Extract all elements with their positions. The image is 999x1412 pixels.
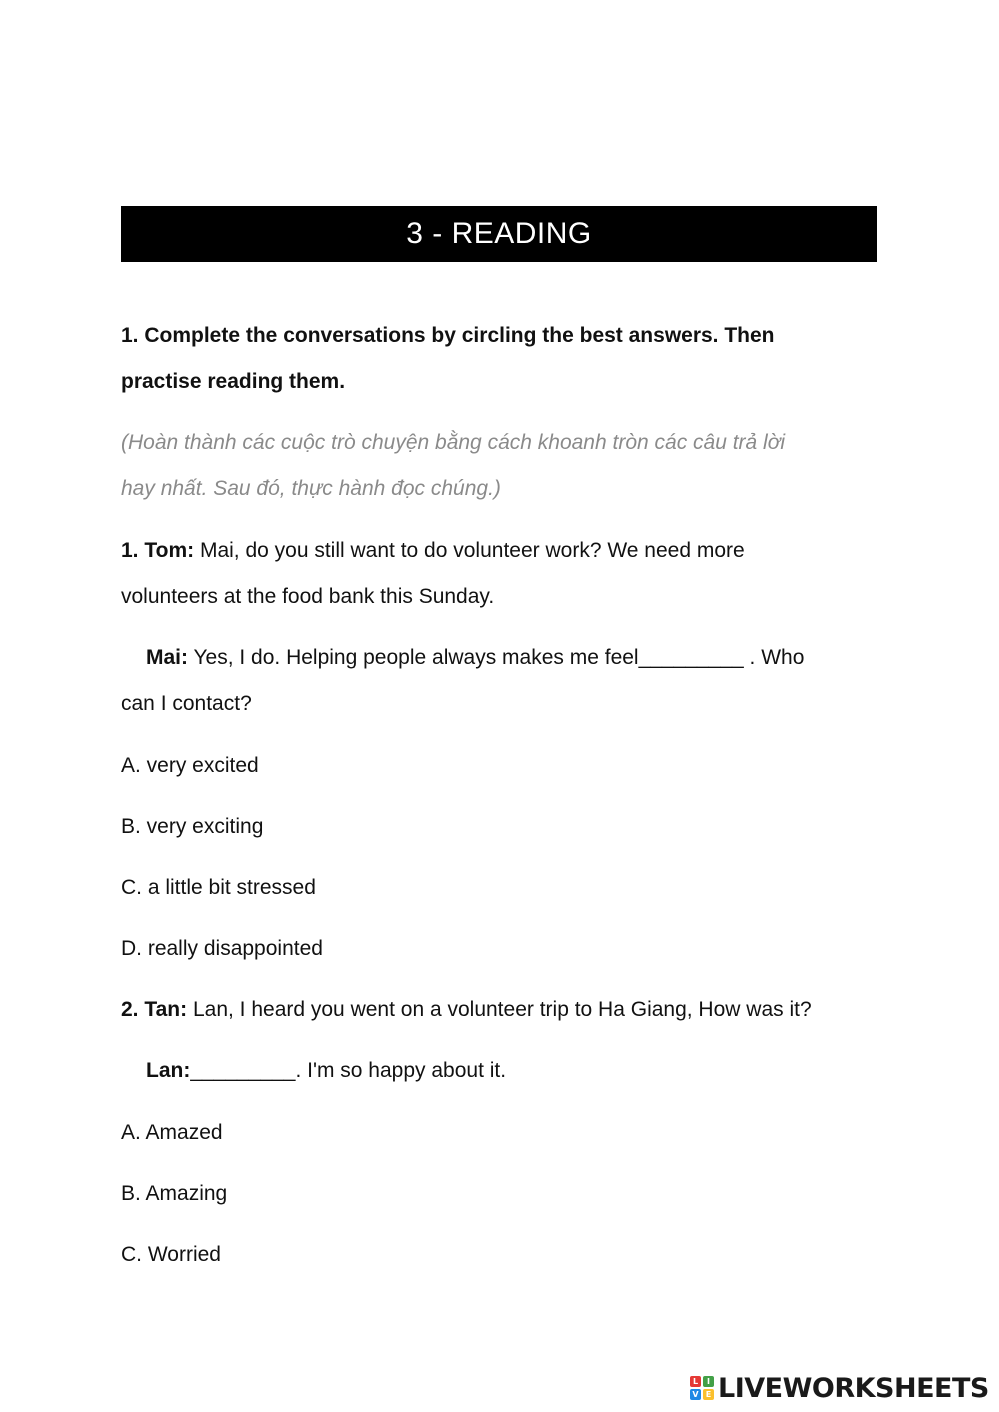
q1-tom-line-1 bbox=[121, 537, 745, 565]
q2-option-b[interactable]: B. Amazing bbox=[121, 1182, 228, 1205]
q2-lan-text: _________. I'm so happy about it. bbox=[190, 1059, 507, 1082]
q1-option-a[interactable]: A. very excited bbox=[121, 754, 259, 777]
translation-line-1: (Hoàn thành các cuộc trò chuyện bằng cách khoanh tròn các câu trả lời bbox=[121, 431, 786, 454]
q2-tan-text: Lan, I heard you went on a volunteer trip to Ha Giang, How was it? bbox=[187, 998, 812, 1021]
logo-mark-cell-4: E bbox=[703, 1389, 714, 1400]
section-header bbox=[121, 206, 877, 262]
liveworksheets-logo-icon bbox=[690, 1376, 714, 1400]
speaker-tom: 1. Tom: bbox=[121, 539, 195, 562]
q2-lan-line-1 bbox=[146, 1057, 506, 1085]
speaker-lan: Lan: bbox=[146, 1059, 191, 1082]
section-title: 3 - READING bbox=[406, 217, 592, 250]
liveworksheets-logo bbox=[690, 1372, 989, 1404]
logo-mark-cell-1: L bbox=[690, 1376, 701, 1387]
logo-mark-cell-3: V bbox=[690, 1389, 701, 1400]
q2-tan-line-1 bbox=[121, 996, 812, 1024]
speaker-tan: 2. Tan: bbox=[121, 998, 188, 1021]
q1-option-d[interactable]: D. really disappointed bbox=[121, 937, 323, 960]
q1-tom-line-2: volunteers at the food bank this Sunday. bbox=[121, 585, 495, 608]
q1-option-c[interactable]: C. a little bit stressed bbox=[121, 876, 316, 899]
q1-tom-text: Mai, do you still want to do volunteer work? We need more bbox=[194, 539, 745, 562]
instruction-line-2: practise reading them. bbox=[121, 370, 346, 393]
q2-option-c[interactable]: C. Worried bbox=[121, 1243, 221, 1266]
logo-mark-cell-2: I bbox=[703, 1376, 714, 1387]
instruction-line-1: 1. Complete the conversations by circling the best answers. Then bbox=[121, 324, 775, 347]
q1-mai-line-1 bbox=[146, 644, 804, 672]
q2-option-a[interactable]: A. Amazed bbox=[121, 1121, 223, 1144]
logo-text: LIVEWORKSHEETS bbox=[718, 1372, 989, 1404]
translation-line-2: hay nhất. Sau đó, thực hành đọc chúng.) bbox=[121, 477, 501, 500]
q1-option-b[interactable]: B. very exciting bbox=[121, 815, 264, 838]
q1-mai-text: Yes, I do. Helping people always makes me feel_________ . Who bbox=[188, 646, 805, 669]
q1-mai-line-2: can I contact? bbox=[121, 692, 252, 715]
speaker-mai: Mai: bbox=[146, 646, 188, 669]
